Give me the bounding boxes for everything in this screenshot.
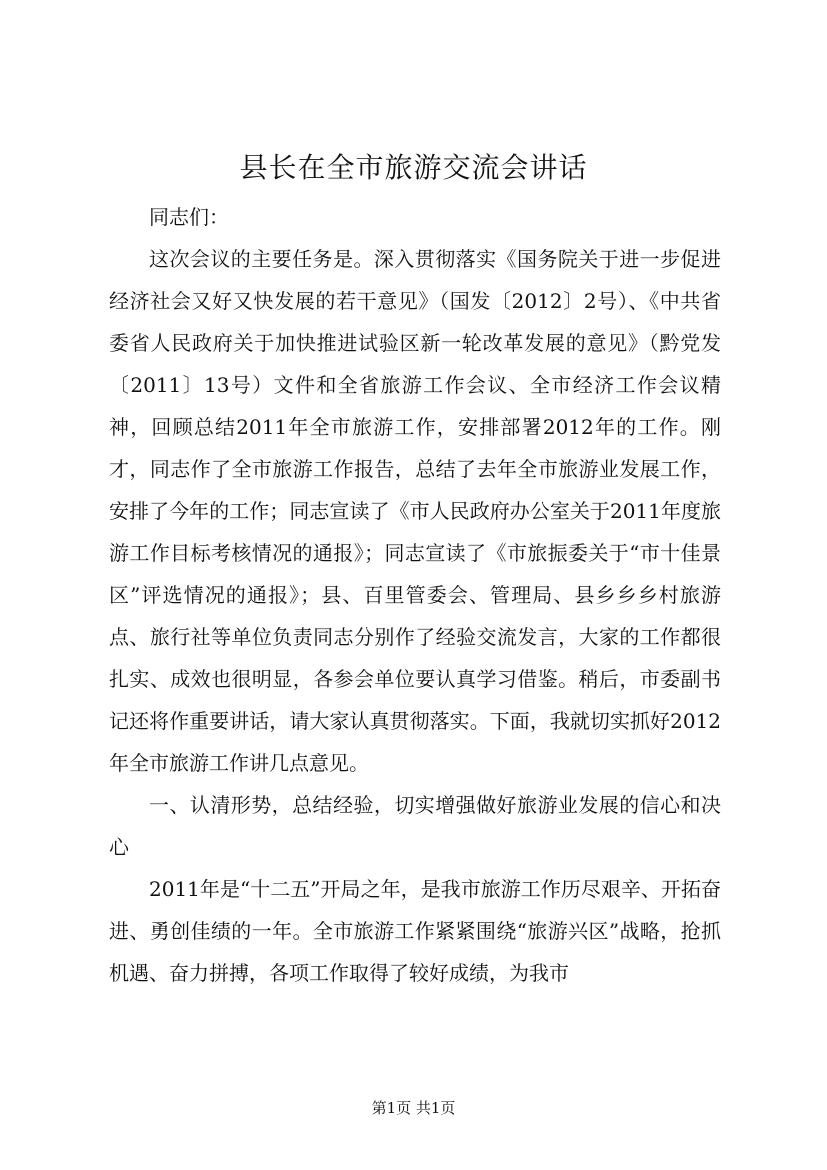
greeting: 同志们： [149,205,229,229]
document-body [109,196,721,994]
paragraph-intro: 这次会议的主要任务是。深入贯彻落实《国务院关于进一步促进经济社会又好又快发展的若干意见》（国发〔2012〕2号）、《中共省委省人民政府关于加快推进试验区新一轮改革发展的意见》（黔党发〔2011〕13号）文件和全省旅游工作会议、全市经济工作会议精神，回顾总结2011年全市旅游工作，安排部署2012年的工作。刚才，同志作了全市旅游工作报告，总结了去年全市旅游业发展工作，安排了今年的工作；同志宣读了《市人民政府办公室关于2011年度旅游工作目标考核情况的通报》；同志宣读了《市旅振委关于“市十佳景区”评选情况的通报》；县、百里管委会、管理局、县乡乡乡村旅游点、旅行社等单位负责同志分别作了经验交流发言，大家的工作都很扎实、成效也很明显，各参会单位要认真学习借鉴。稍后，市委副书记还将作重要讲话，请大家认真贯彻落实。下面，我就切实抓好2012年全市旅游工作讲几点意见。 [109,247,721,775]
document-title: 县长在全市旅游交流会讲话 [239,151,588,184]
page-number-footer: 第1页 共1页 [371,1099,456,1117]
section-heading-1: 一、认清形势，总结经验，切实增强做好旅游业发展的信心和决心 [109,793,721,859]
paragraph-2011-review: 2011年是“十二五”开局之年，是我市旅游工作历尽艰辛、开拓奋进、勇创佳绩的一年。全市旅游工作紧紧围绕“旅游兴区”战略，抢抓机遇、奋力拼搏，各项工作取得了较好成绩，为我市 [109,877,721,985]
